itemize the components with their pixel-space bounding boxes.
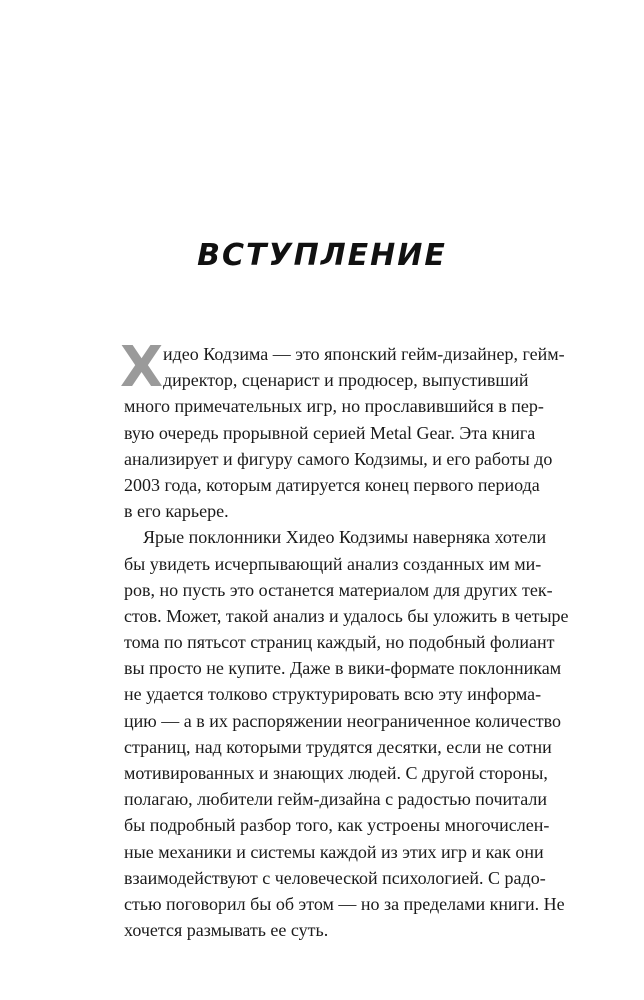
text-line: тома по пятьсот страниц каждый, но подобный фолиант [124,632,555,653]
text-line: вую очередь прорывной серией Metal Gear. Эта книга [124,422,536,443]
text-line: много примечательных игр, но прославившийся в пер- [124,396,544,417]
text-line: 2003 года, которым датируется конец первого периода [124,474,540,495]
text-line: цию — а в их распоряжении неограниченное количество [124,710,562,731]
text-line: вы просто не купите. Даже в вики-формате поклонникам [124,658,562,679]
text-line: директор, сценарист и продюсер, выпустивший [163,370,529,391]
text-line: полагаю, любители гейм-дизайна с радостью почитали [124,789,547,810]
text-line: стью поговорил бы об этом — но за пределами книги. Не [124,893,565,914]
text-line: идео Кодзима — это японский гейм-дизайнер, гейм- [163,344,565,364]
text-line: страниц, над которыми трудятся десятки, если не сотни [124,736,552,757]
text-line: бы увидеть исчерпывающий анализ созданных им ми- [124,553,542,574]
chapter-title: ВСТУПЛЕНИЕ [197,238,447,273]
text-line: не удается толково структурировать всю эту информа- [124,684,542,705]
text-line: анализирует и фигуру самого Кодзимы, и его работы до [124,448,553,469]
text-line: Ярые поклонники Хидео Кодзимы наверняка хотели [143,527,547,548]
text-line: мотивированных и знающих людей. С другой стороны, [124,763,548,783]
text-line: в его карьере. [124,501,229,522]
text-line: стов. Может, такой анализ и удалось бы уложить в четыре [124,605,569,626]
text-line: ные механики и системы каждой из этих игр и как они [124,841,544,862]
text-line: ров, но пусть это останется материалом для других тек- [124,579,553,600]
text-line: хочется размывать ее суть. [124,920,329,941]
body-text [120,335,569,943]
drop-cap: Х [120,335,164,400]
text-line: взаимодействуют с человеческой психологией. С радо- [124,867,546,888]
text-line: бы подробный разбор того, как устроены многочислен- [124,815,550,836]
